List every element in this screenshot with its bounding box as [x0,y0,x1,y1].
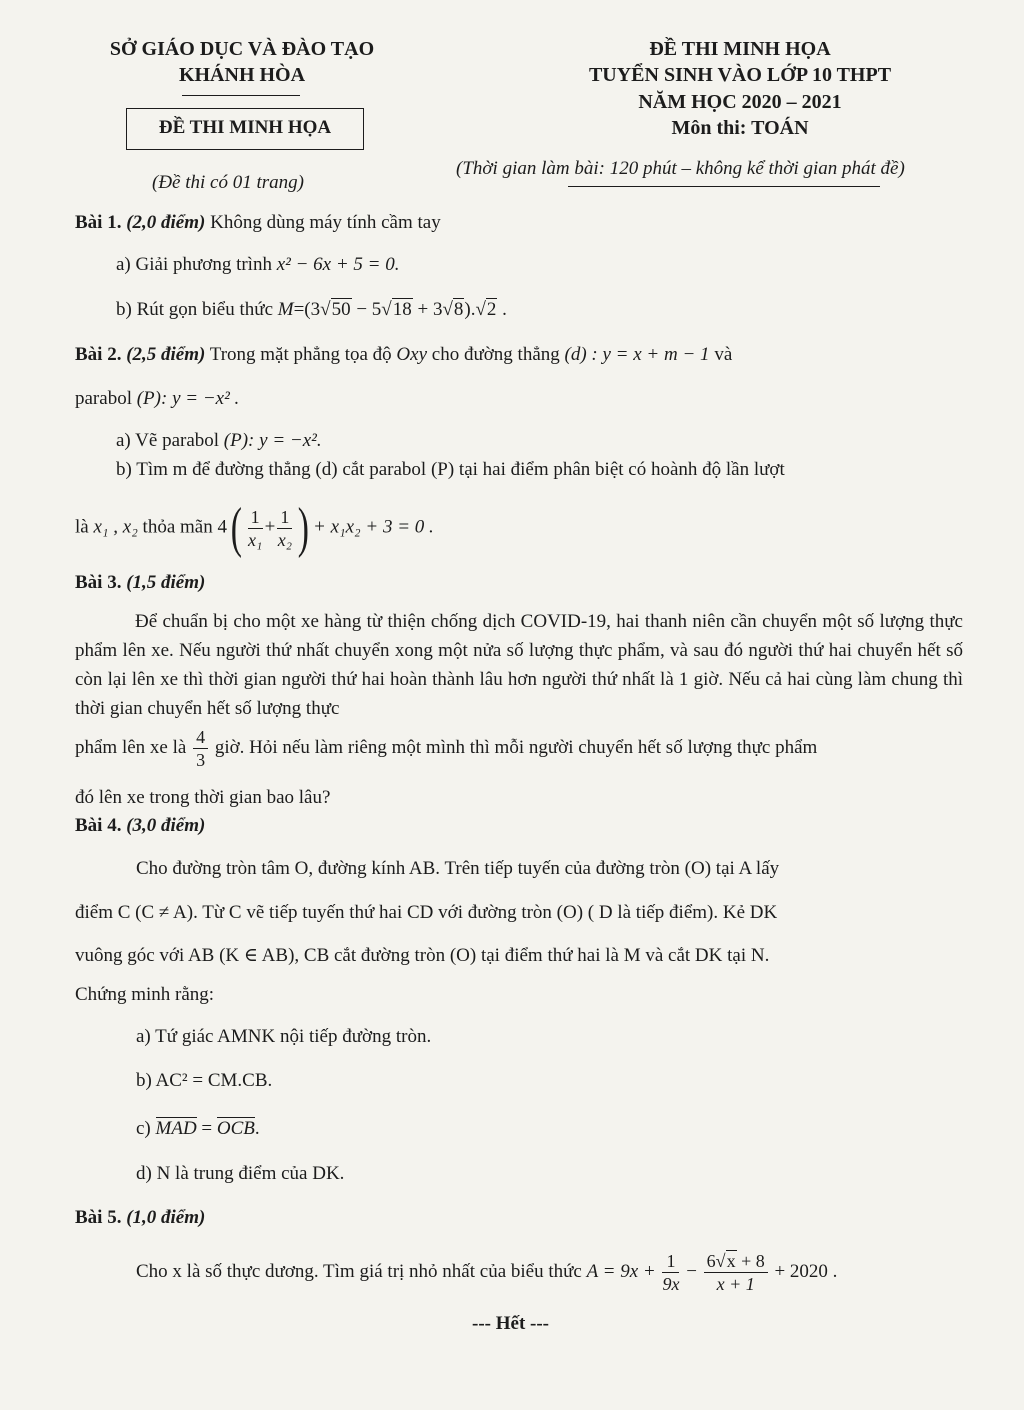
fraction-1-over-9x: $\frac{1}{9x}$ [662,1251,680,1294]
bai3-paragraph-fraction-line: phẩm lên xe là $\frac{4}{3}$ giờ. Hỏi nếu làm riêng một mình thì mỗi người chuyển hết số lượng thực phẩm [75,727,818,770]
right-paren: ) [298,497,310,559]
bai2-part-b-line2: là x₁ , x₂ thỏa mãn 4( $\frac{1}{\text{x₁}}$ + $\frac{1}{\text{x₂}}$ ) + x₁x₂ + 3 = 0 . [75,497,434,559]
bai2-parabol: parabol (P): y = −x² . [75,388,240,409]
bai4-line4: Chứng minh rằng: [75,984,215,1005]
exam-label: ĐỀ THI MINH HỌA [158,117,332,138]
subject: Môn thi: TOÁN [671,117,809,139]
bai2-heading: Bài 2. (2,5 điểm) Trong mặt phẳng tọa độ Oxy cho đường thẳng (d) : y = x + m − 1 và [75,344,733,365]
bai4-line2: điểm C (C ≠ A). Từ C vẽ tiếp tuyến thứ hai CD với đường tròn (O) ( D là tiếp điểm). Kẻ DK [75,902,778,923]
exam-subtitle: TUYỂN SINH VÀO LỚP 10 THPT [588,64,892,86]
bai4-part-c: c) MAD = OCB. [136,1118,260,1139]
bai3-paragraph: Để chuẩn bị cho một xe hàng từ thiện chống dịch COVID-19, hai thanh niên cần chuyển một số lượng thực phẩm lên xe. Nếu người thứ nhất chuyển xong một nửa số lượng thực phẩm, và sau đó người thứ hai chuyển hết số còn lại lên xe thì thời gian người thứ hai hoàn thành lâu hơn người thứ nhất là 1 giờ. Nếu cả hai cùng làm chung thì thời gian chuyển hết số lượng thực [75,611,963,719]
arc-ocb: OCB [216,1118,255,1139]
school-year: NĂM HỌC 2020 – 2021 [638,91,842,113]
bai4-part-a: a) Tứ giác AMNK nội tiếp đường tròn. [136,1026,432,1047]
time-note: (Thời gian làm bài: 120 phút – không kể thời gian phát đề) [456,158,905,179]
bai4-part-b: b) AC² = CM.CB. [136,1070,273,1091]
province-name: KHÁNH HÒA [178,64,306,86]
bai4-line1: Cho đường tròn tâm O, đường kính AB. Trên tiếp tuyến của đường tròn (O) tại A lấy [136,858,780,879]
bai1-heading: Bài 1. (2,0 điểm) Không dùng máy tính cầm tay [75,212,441,233]
arc-mad: MAD [155,1118,197,1139]
bai3-heading: Bài 3. (1,5 điểm) [75,572,206,593]
bai2-part-a: a) Vẽ parabol (P): y = −x². [116,430,322,451]
time-note-underline [568,186,880,187]
bai5-question: Cho x là số thực dương. Tìm giá trị nhỏ nhất của biểu thức A = 9x + $\frac{1}{9x}$ − $\frac{6√x + 8}{x + 1}$ + 2020 . [136,1251,838,1294]
fraction-4-over-3: $\frac{4}{3}$ [193,726,208,771]
bai4-part-d: d) N là trung điểm của DK. [136,1163,345,1184]
header-underline-left [182,95,300,96]
fraction-1-over-x1: $\frac{1}{\text{x₁}}$ [248,506,263,550]
bai1-part-b: b) Rút gọn biểu thức M=(3√50 − 5√18 + 3√8).√2 . [116,299,507,320]
exam-title: ĐỀ THI MINH HỌA [649,38,831,60]
left-paren: ( [230,497,242,559]
bai3-question: đó lên xe trong thời gian bao lâu? [75,787,331,808]
bai5-heading: Bài 5. (1,0 điểm) [75,1207,206,1228]
end-marker: --- Hết --- [472,1313,550,1334]
bai4-heading: Bài 4. (3,0 điểm) [75,815,206,836]
pages-note: (Đề thi có 01 trang) [152,172,304,193]
fraction-sqrt-term: $\frac{6√x + 8}{x + 1}$ [704,1250,768,1295]
bai1-part-a: a) Giải phương trình x² − 6x + 5 = 0. [116,254,400,275]
department-name: SỞ GIÁO DỤC VÀ ĐÀO TẠO [109,38,375,60]
bai4-line3: vuông góc với AB (K ∈ AB), CB cắt đường tròn (O) tại điểm thứ hai là M và cắt DK tại N. [75,945,770,966]
fraction-1-over-x2: $\frac{1}{\text{x₂}}$ [277,506,292,550]
bai2-part-b-line1: b) Tìm m để đường thẳng (d) cắt parabol (P) tại hai điểm phân biệt có hoành độ lần lượt [116,459,785,480]
